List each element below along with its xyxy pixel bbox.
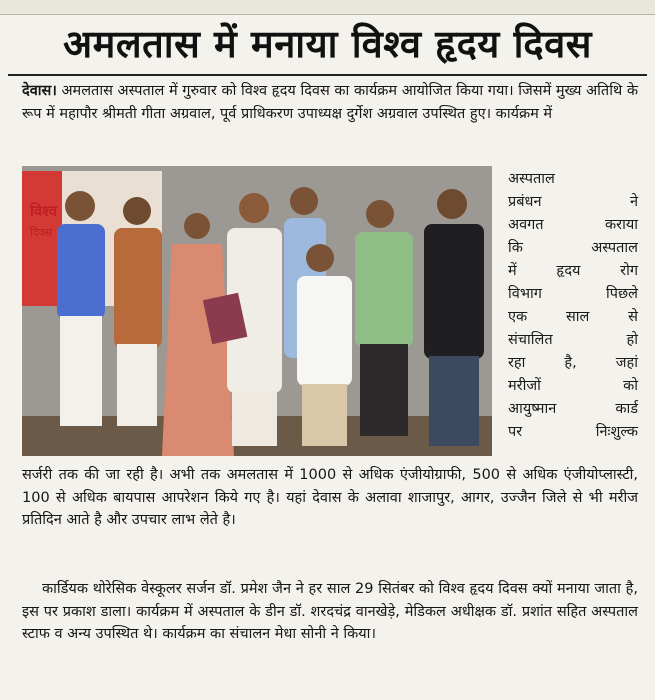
side-line: विभाग पिछले: [508, 286, 638, 302]
side-line: पर निःशुल्क: [508, 424, 638, 440]
side-line: मरीजों को: [508, 378, 638, 394]
intro-text: अमलतास अस्पताल में गुरुवार को विश्व हृदय दिवस का कार्यक्रम आयोजित किया गया। जिसमें मुख्य अतिथि के रूप में महापौर श्रीमती गीता अग्रवाल, पूर्व प्राधिकरण उपाध्यक्ष दुर्गेश अग्रवाल उपस्थित हुए। कार्यक्रम में: [22, 83, 638, 122]
dateline: देवास।: [22, 83, 57, 99]
side-line: प्रबंधन ने: [508, 194, 638, 210]
person-2: [114, 197, 162, 426]
headline-rule: [8, 74, 647, 76]
paragraph-2: सर्जरी तक की जा रही है। अभी तक अमलतास में 1000 से अधिक एंजीयोग्राफी, 500 से अधिक एंजीयोप्लास्टी, 100 से अधिक बायपास आपरेशन किये गए है। यहां देवास के अलावा शाजापुर, आगर, उज्जैन जिले से भी मरीज प्रतिदिन आते है और उपचार लाभ लेते है।: [22, 467, 638, 528]
person-7: [355, 200, 413, 436]
side-line: संचालित हो: [508, 332, 638, 348]
side-line: एक साल से: [508, 309, 638, 325]
side-line: अवगत कराया: [508, 217, 638, 233]
side-line: अस्पताल: [508, 171, 555, 187]
side-column: [508, 168, 638, 444]
person-8: [424, 189, 484, 446]
paragraph-3: कार्डियक थोरेसिक वेस्कूलर सर्जन डॉ. प्रमेश जैन ने हर साल 29 सितंबर को विश्व हृदय दिवस क्यों मनाया जाता है, इस पर प्रकाश डाला। कार्यक्रम में अस्पताल के डीन डॉ. शरदचंद्र वानखेड़े, मेडिकल अधीक्षक डॉ. प्रशांत सहित अस्पताल स्टाफ व अन्य उपस्थित थे। कार्यक्रम का संचालन मेधा सोनी ने किया।: [22, 581, 638, 642]
photo-illustration: [22, 166, 492, 456]
side-line: आयुष्मान कार्ड: [508, 401, 638, 417]
side-line: में हृदय रोग: [508, 263, 638, 279]
event-photo: [22, 166, 492, 456]
top-strip: [0, 0, 655, 15]
headline: अमलतास में मनाया विश्व हृदय दिवस: [63, 22, 592, 66]
banner-text-2: दिवस: [30, 226, 53, 239]
person-1: [57, 191, 105, 426]
side-line: रहा है, जहां: [508, 355, 638, 371]
side-line: कि अस्पताल: [508, 240, 638, 256]
banner-text-1: विश्व: [30, 202, 57, 220]
paragraph-intro: [22, 80, 638, 125]
